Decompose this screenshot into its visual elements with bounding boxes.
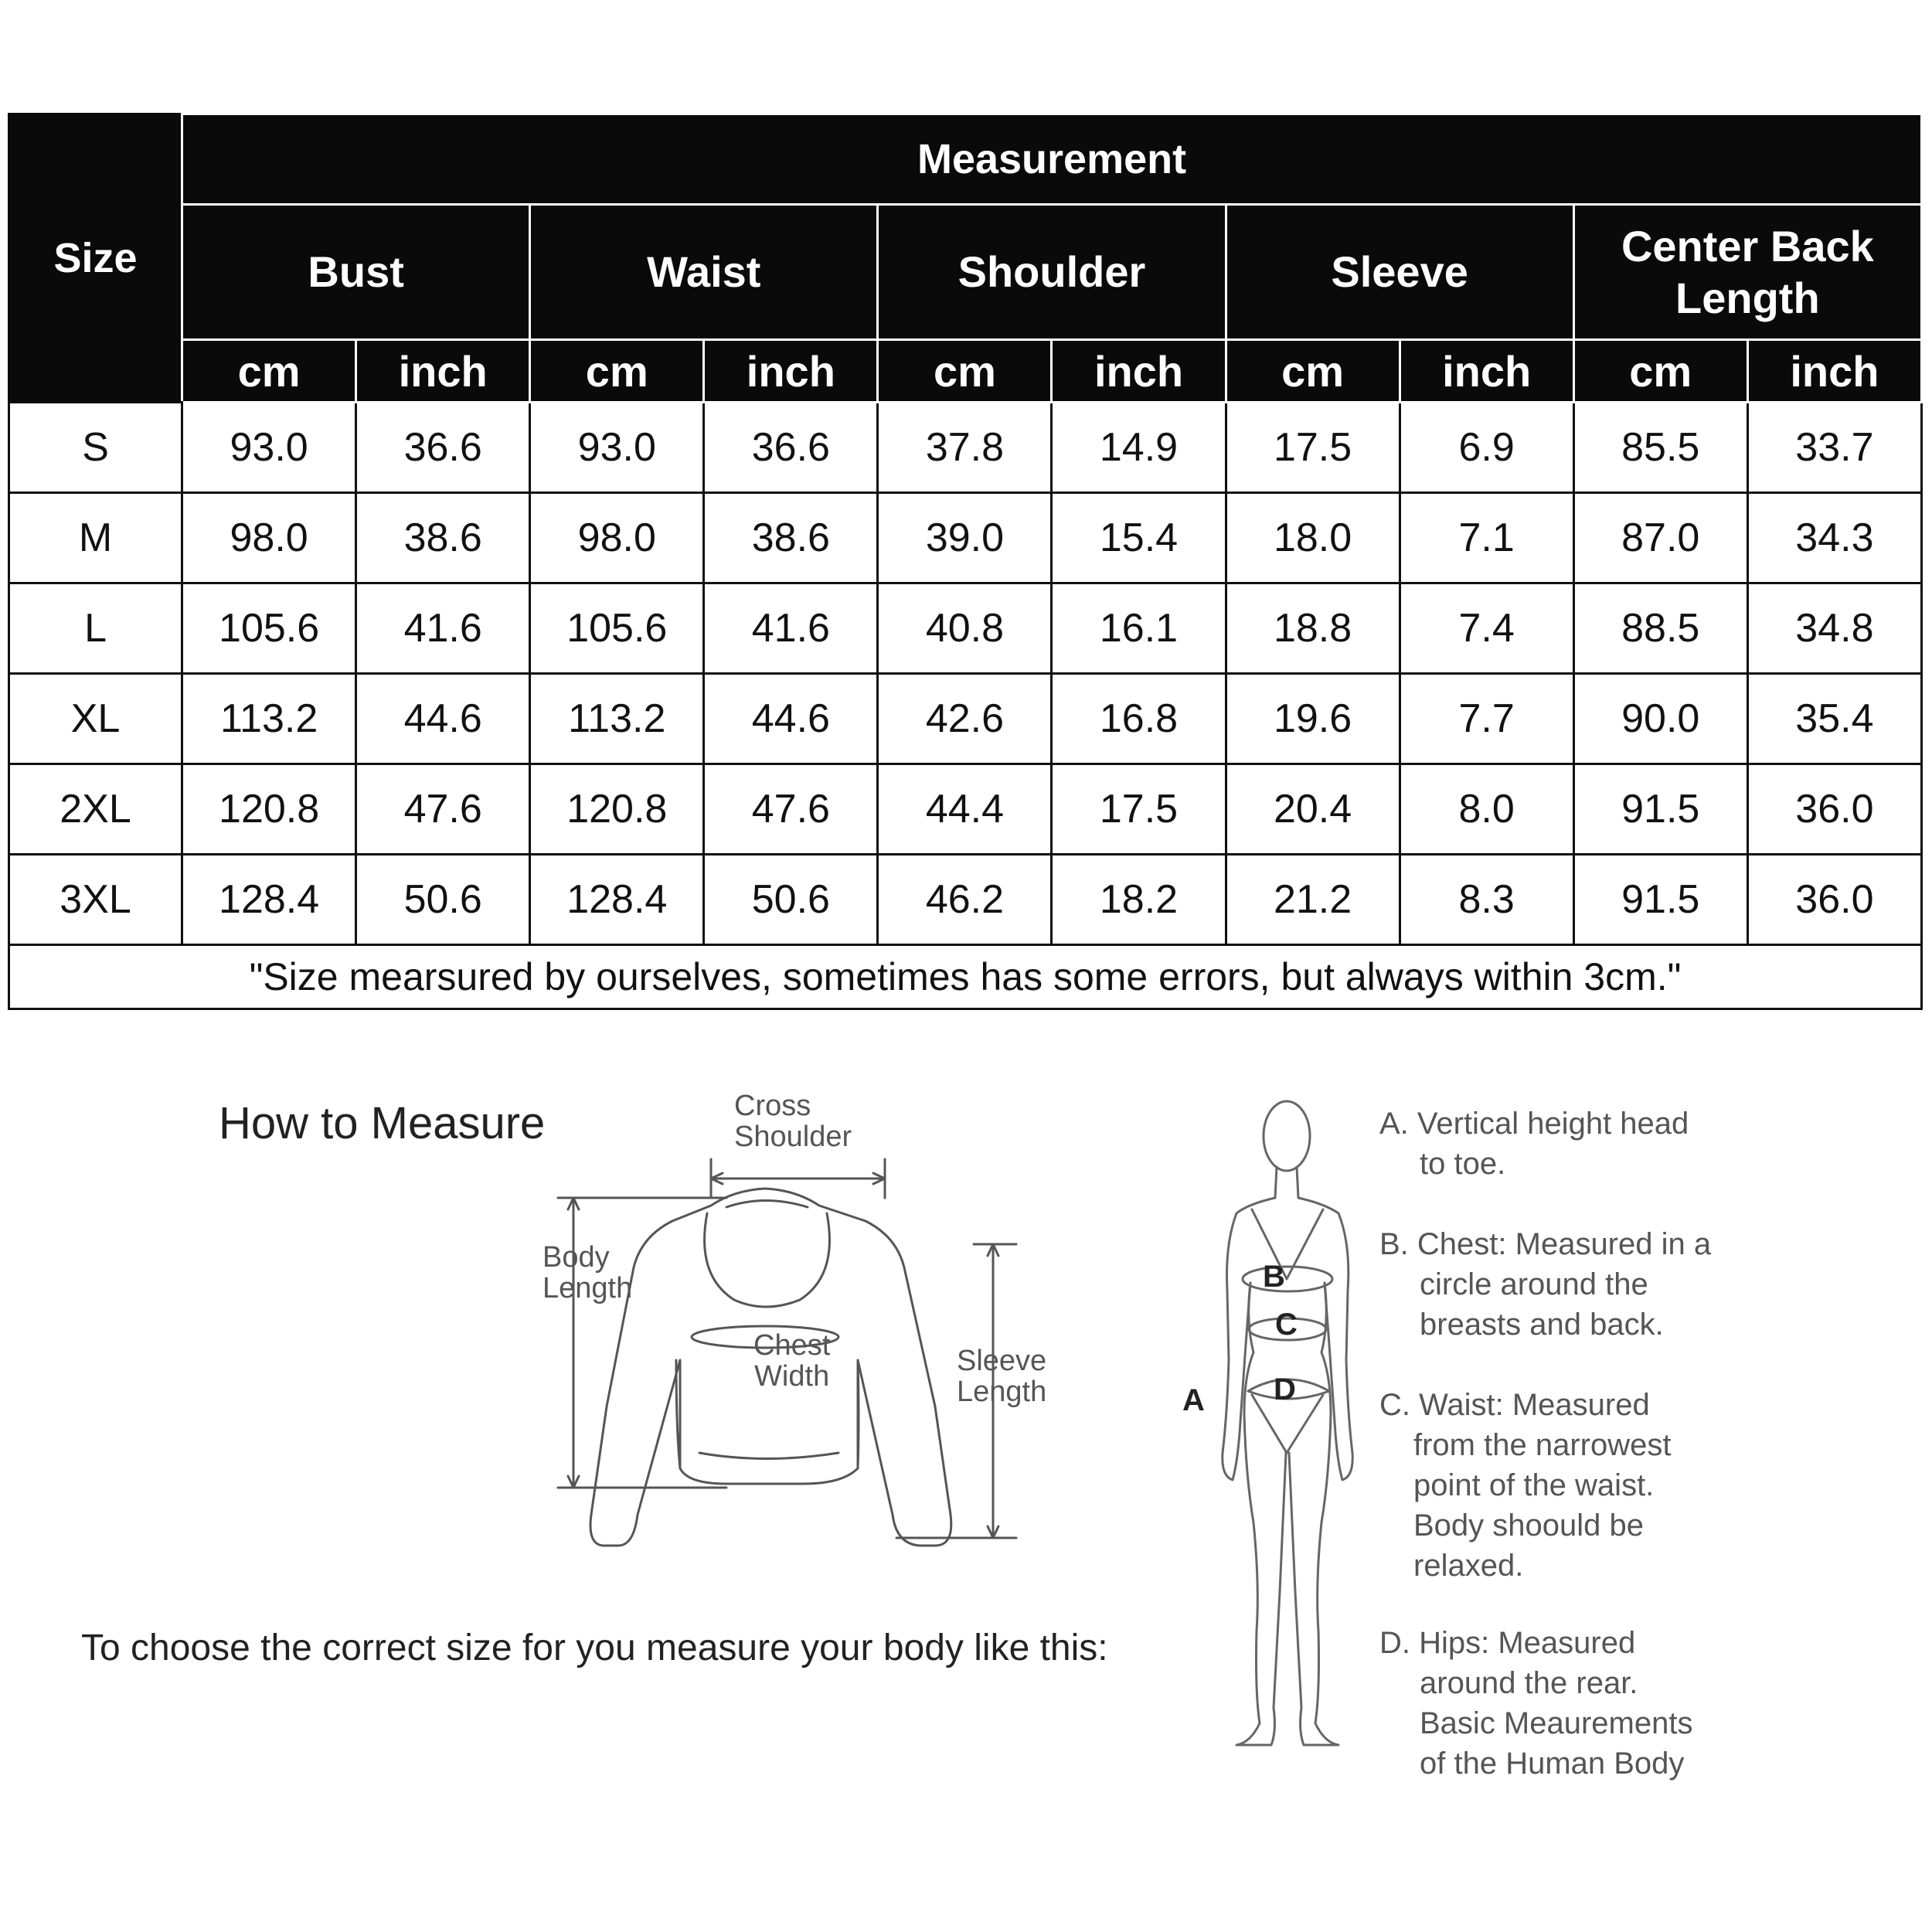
label-line: Sleeve bbox=[957, 1345, 1047, 1377]
table-row bbox=[9, 583, 1922, 674]
measurement-cell: 36.0 bbox=[1747, 764, 1921, 855]
expl-line: Body shoould be bbox=[1413, 1509, 1645, 1543]
measurement-cell: 19.6 bbox=[1226, 674, 1400, 764]
expl-line: of the Human Body bbox=[1420, 1747, 1685, 1781]
unit-header: inch bbox=[1400, 340, 1573, 403]
measurement-cell: 44.6 bbox=[704, 674, 878, 764]
group-header-bust: Bust bbox=[182, 205, 530, 340]
expl-line: D. Hips: Measured bbox=[1379, 1626, 1636, 1660]
expl-line: from the narrowest bbox=[1413, 1428, 1672, 1462]
measurement-cell: 36.0 bbox=[1747, 855, 1921, 945]
measurement-cell: 18.8 bbox=[1226, 583, 1400, 674]
measurement-cell: 46.2 bbox=[878, 855, 1052, 945]
measurement-cell: 34.8 bbox=[1747, 583, 1921, 674]
measurement-cell: 7.7 bbox=[1400, 674, 1573, 764]
size-cell: S bbox=[9, 403, 182, 493]
size-cell: XL bbox=[9, 674, 182, 764]
measurement-cell: 91.5 bbox=[1573, 855, 1747, 945]
measurement-cell: 44.6 bbox=[356, 674, 530, 764]
measurement-cell: 8.0 bbox=[1400, 764, 1573, 855]
unit-header: inch bbox=[1747, 340, 1921, 403]
measurement-cell: 120.8 bbox=[530, 764, 704, 855]
expl-line: breasts and back. bbox=[1420, 1308, 1664, 1342]
label-line: Length bbox=[543, 1271, 633, 1304]
size-cell: L bbox=[9, 583, 182, 674]
measurement-cell: 14.9 bbox=[1052, 403, 1226, 493]
size-header: Size bbox=[9, 114, 182, 403]
table-row bbox=[9, 764, 1922, 855]
label-line: Length bbox=[957, 1375, 1047, 1408]
measurement-cell: 18.2 bbox=[1052, 855, 1226, 945]
size-cell: 3XL bbox=[9, 855, 182, 945]
measurement-cell: 37.8 bbox=[878, 403, 1052, 493]
explanation-a bbox=[1379, 1104, 1812, 1184]
expl-line: C. Waist: Measured bbox=[1379, 1388, 1650, 1422]
table-row bbox=[9, 855, 1922, 945]
size-chart-table bbox=[8, 113, 1923, 1010]
measurement-cell: 20.4 bbox=[1226, 764, 1400, 855]
unit-header: inch bbox=[1052, 340, 1226, 403]
measurement-cell: 42.6 bbox=[878, 674, 1052, 764]
measurement-cell: 7.1 bbox=[1400, 493, 1573, 583]
measurement-cell: 41.6 bbox=[704, 583, 878, 674]
body-letter-c: C bbox=[1275, 1308, 1298, 1342]
label-line: Body bbox=[543, 1241, 610, 1274]
measurement-cell: 17.5 bbox=[1226, 403, 1400, 493]
measurement-cell: 21.2 bbox=[1226, 855, 1400, 945]
body-length-label bbox=[543, 1243, 632, 1304]
measurement-cell: 91.5 bbox=[1573, 764, 1747, 855]
size-cell: M bbox=[9, 493, 182, 583]
measurement-cell: 98.0 bbox=[182, 493, 356, 583]
measurement-cell: 16.1 bbox=[1052, 583, 1226, 674]
unit-header: inch bbox=[356, 340, 530, 403]
measurement-cell: 38.6 bbox=[356, 493, 530, 583]
instruction-text: To choose the correct size for you measure your body like this: bbox=[81, 1628, 1108, 1668]
unit-header: cm bbox=[182, 340, 356, 403]
group-header-waist: Waist bbox=[530, 205, 878, 340]
measurement-cell: 50.6 bbox=[704, 855, 878, 945]
body-outline bbox=[1223, 1101, 1352, 1745]
cross-shoulder-label bbox=[734, 1091, 852, 1153]
measurement-cell: 113.2 bbox=[182, 674, 356, 764]
group-header-center-back-length: Center Back Length bbox=[1573, 205, 1921, 340]
measurement-cell: 113.2 bbox=[530, 674, 704, 764]
explanation-d bbox=[1379, 1623, 1812, 1784]
measurement-cell: 128.4 bbox=[530, 855, 704, 945]
measurement-cell: 41.6 bbox=[356, 583, 530, 674]
measurement-cell: 50.6 bbox=[356, 855, 530, 945]
measurement-cell: 90.0 bbox=[1573, 674, 1747, 764]
measurement-cell: 128.4 bbox=[182, 855, 356, 945]
unit-header: cm bbox=[530, 340, 704, 403]
measurement-cell: 120.8 bbox=[182, 764, 356, 855]
measurement-cell: 35.4 bbox=[1747, 674, 1921, 764]
measurement-cell: 88.5 bbox=[1573, 583, 1747, 674]
note-row bbox=[9, 945, 1922, 1009]
measurement-cell: 18.0 bbox=[1226, 493, 1400, 583]
unit-header: cm bbox=[878, 340, 1052, 403]
measurement-cell: 39.0 bbox=[878, 493, 1052, 583]
measurement-cell: 38.6 bbox=[704, 493, 878, 583]
measurement-cell: 47.6 bbox=[356, 764, 530, 855]
table-row bbox=[9, 493, 1922, 583]
measurement-cell: 36.6 bbox=[356, 403, 530, 493]
table-row bbox=[9, 674, 1922, 764]
measurement-cell: 47.6 bbox=[704, 764, 878, 855]
label-line: Width bbox=[754, 1359, 830, 1393]
measurement-cell: 85.5 bbox=[1573, 403, 1747, 493]
size-note: "Size mearsured by ourselves, sometimes has some errors, but always within 3cm." bbox=[9, 945, 1922, 1009]
measurement-cell: 44.4 bbox=[878, 764, 1052, 855]
chest-width-label bbox=[753, 1331, 830, 1393]
measurement-cell: 17.5 bbox=[1052, 764, 1226, 855]
body-letter-d: D bbox=[1274, 1372, 1296, 1406]
expl-line: relaxed. bbox=[1413, 1549, 1524, 1583]
sleeve-length-label bbox=[957, 1346, 1046, 1408]
measurement-cell: 7.4 bbox=[1400, 583, 1573, 674]
expl-line: circle around the bbox=[1420, 1267, 1648, 1301]
measurement-cell: 34.3 bbox=[1747, 493, 1921, 583]
measurement-cell: 40.8 bbox=[878, 583, 1052, 674]
cross-shoulder-arrow bbox=[711, 1159, 885, 1198]
how-to-measure-title: How to Measure bbox=[219, 1098, 546, 1148]
measurement-cell: 93.0 bbox=[182, 403, 356, 493]
measurement-cell: 33.7 bbox=[1747, 403, 1921, 493]
unit-header: cm bbox=[1226, 340, 1400, 403]
measurement-cell: 87.0 bbox=[1573, 493, 1747, 583]
measurement-cell: 105.6 bbox=[182, 583, 356, 674]
measurement-cell: 98.0 bbox=[530, 493, 704, 583]
measurement-cell: 8.3 bbox=[1400, 855, 1573, 945]
group-header-shoulder: Shoulder bbox=[878, 205, 1226, 340]
expl-line: around the rear. bbox=[1420, 1666, 1638, 1700]
body-figure-diagram bbox=[1206, 1090, 1376, 1754]
expl-line: point of the waist. bbox=[1413, 1468, 1655, 1502]
expl-line: A. Vertical height head bbox=[1379, 1107, 1689, 1141]
expl-line: B. Chest: Measured in a bbox=[1379, 1227, 1712, 1261]
unit-header: cm bbox=[1573, 340, 1747, 403]
measurement-cell: 93.0 bbox=[530, 403, 704, 493]
group-header-sleeve: Sleeve bbox=[1226, 205, 1573, 340]
measurement-cell: 16.8 bbox=[1052, 674, 1226, 764]
body-letter-a: A bbox=[1182, 1383, 1205, 1417]
unit-header: inch bbox=[704, 340, 878, 403]
body-letter-b: B bbox=[1263, 1260, 1285, 1294]
label-line: Cross bbox=[734, 1090, 811, 1122]
explanation-b bbox=[1379, 1224, 1812, 1345]
measurement-header: Measurement bbox=[182, 114, 1922, 205]
explanation-c bbox=[1379, 1385, 1812, 1586]
measurement-cell: 36.6 bbox=[704, 403, 878, 493]
measurement-cell: 105.6 bbox=[530, 583, 704, 674]
table-row bbox=[9, 403, 1922, 493]
measurement-cell: 15.4 bbox=[1052, 493, 1226, 583]
label-line: Chest bbox=[753, 1329, 831, 1362]
size-cell: 2XL bbox=[9, 764, 182, 855]
measure-lines bbox=[1243, 1267, 1332, 1453]
sweater-diagram bbox=[533, 1082, 1074, 1561]
label-line: Shoulder bbox=[734, 1120, 852, 1153]
expl-line: to toe. bbox=[1420, 1147, 1506, 1181]
measurement-cell: 6.9 bbox=[1400, 403, 1573, 493]
expl-line: Basic Meaurements bbox=[1420, 1706, 1693, 1740]
